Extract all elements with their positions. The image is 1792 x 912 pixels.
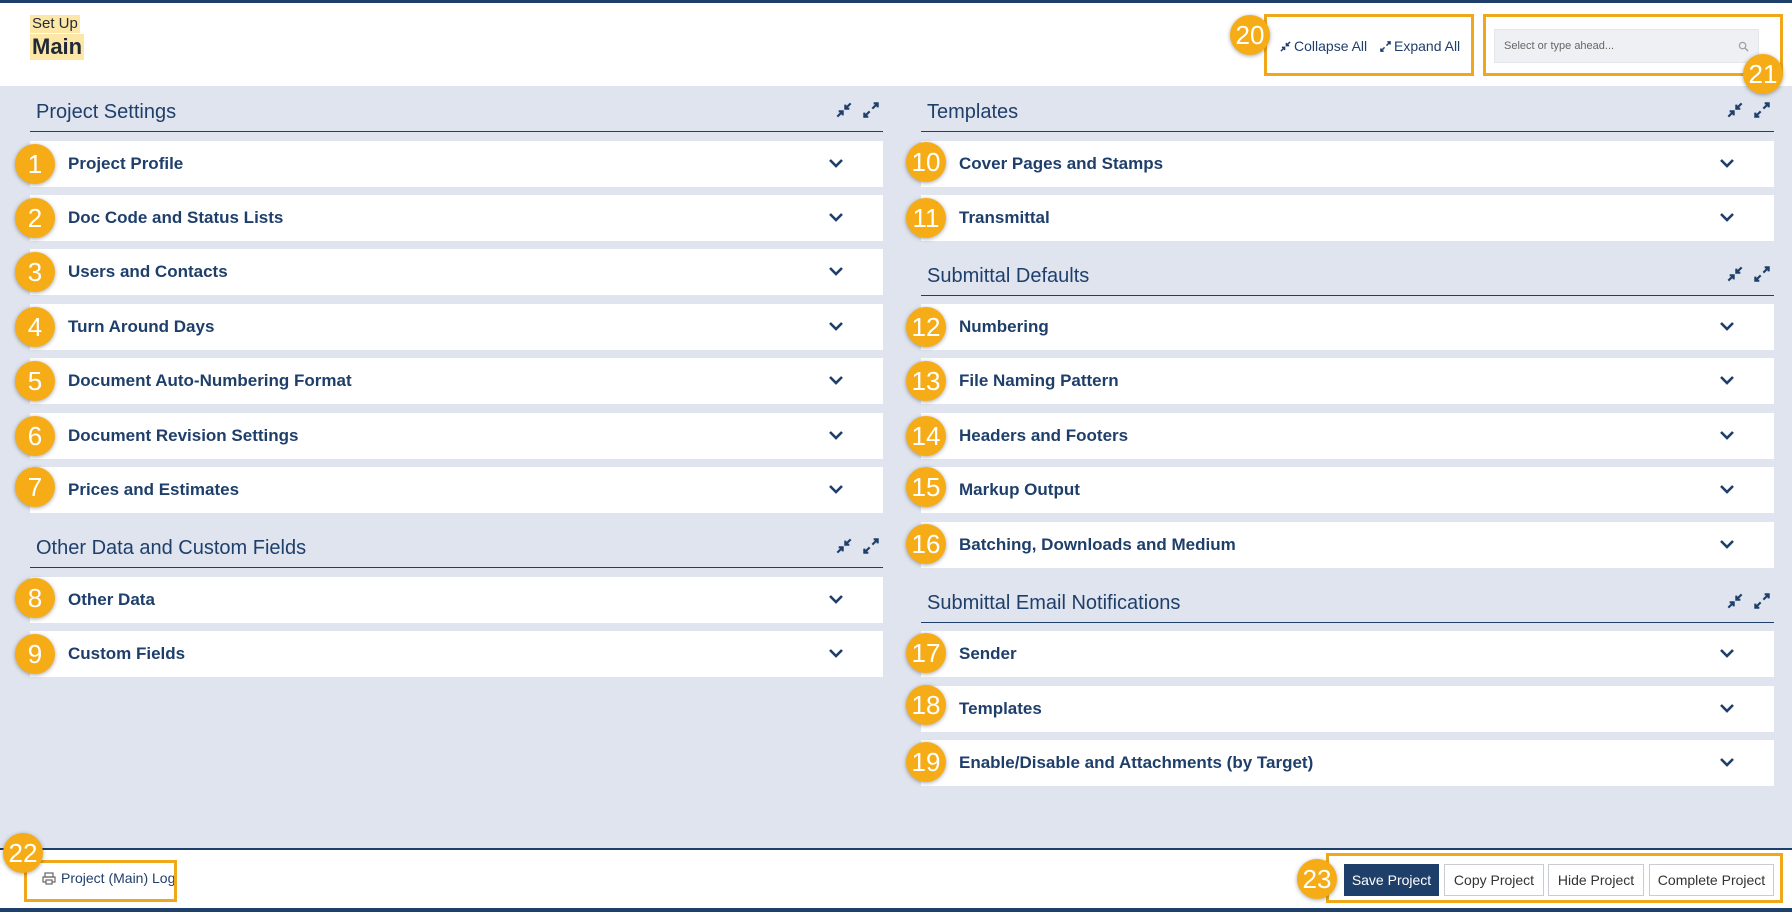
- chevron-down-icon: [828, 593, 844, 605]
- callout-badge-21: 21: [1743, 54, 1783, 94]
- accordion-sender[interactable]: [921, 631, 1774, 677]
- chevron-down-icon: [828, 483, 844, 495]
- section-title: Submittal Defaults: [927, 265, 1090, 287]
- bottom-border: [0, 908, 1792, 912]
- callout-badge-2: 2: [15, 198, 55, 238]
- expand-all-link[interactable]: [1380, 38, 1460, 54]
- accordion-label: Numbering: [959, 317, 1049, 336]
- callout-badge-20: 20: [1230, 15, 1270, 55]
- accordion-other-data[interactable]: [30, 577, 883, 623]
- accordion-label: Headers and Footers: [959, 426, 1129, 445]
- callout-badge-13: 13: [906, 361, 946, 401]
- accordion-label: Other Data: [68, 590, 155, 609]
- section-expand-button[interactable]: [863, 538, 881, 556]
- callout-box-buttons: [1326, 853, 1783, 903]
- collapse-arrows-icon: [1727, 266, 1743, 282]
- chevron-down-icon: [828, 429, 844, 441]
- accordion-label: Sender: [959, 644, 1017, 663]
- accordion-label: Project Profile: [68, 154, 184, 173]
- section-header-submittal-defaults: [921, 252, 1774, 296]
- callout-badge-15: 15: [906, 467, 946, 507]
- section-header-project-settings: [30, 88, 883, 132]
- callout-badge-23: 23: [1297, 859, 1337, 899]
- accordion-label: Transmittal: [959, 208, 1050, 227]
- chevron-down-icon: [1719, 157, 1735, 169]
- collapse-arrows-icon: [1727, 593, 1743, 609]
- accordion-transmittal[interactable]: [921, 195, 1774, 241]
- chevron-down-icon: [1719, 211, 1735, 223]
- accordion-label: Document Revision Settings: [68, 426, 299, 445]
- expand-arrows-icon: [863, 538, 879, 554]
- accordion-file-naming-pattern[interactable]: [921, 358, 1774, 404]
- expand-arrows-icon: [1754, 102, 1770, 118]
- accordion-users-contacts[interactable]: [30, 249, 883, 295]
- callout-badge-6: 6: [15, 416, 55, 456]
- chevron-down-icon: [1719, 320, 1735, 332]
- chevron-down-icon: [828, 374, 844, 386]
- accordion-markup-output[interactable]: [921, 467, 1774, 513]
- accordion-label: Turn Around Days: [68, 317, 215, 336]
- callout-badge-14: 14: [906, 416, 946, 456]
- save-project-button[interactable]: Save Project: [1344, 864, 1439, 896]
- callout-badge-19: 19: [906, 742, 946, 782]
- section-expand-button[interactable]: [1754, 266, 1772, 284]
- chevron-down-icon: [828, 265, 844, 277]
- callout-badge-4: 4: [15, 307, 55, 347]
- accordion-label: Batching, Downloads and Medium: [959, 535, 1236, 554]
- accordion-project-profile[interactable]: [30, 141, 883, 187]
- accordion-label: Templates: [959, 699, 1042, 718]
- breadcrumb[interactable]: Set Up: [32, 15, 78, 32]
- hide-project-button[interactable]: Hide Project: [1548, 864, 1644, 896]
- accordion-label: Users and Contacts: [68, 262, 228, 281]
- collapse-arrows-icon: [1727, 102, 1743, 118]
- accordion-revision-settings[interactable]: [30, 413, 883, 459]
- accordion-enable-disable-attachments[interactable]: [921, 740, 1774, 786]
- section-expand-button[interactable]: [863, 102, 881, 120]
- accordion-doc-code-status-lists[interactable]: [30, 195, 883, 241]
- page-header: [0, 3, 1792, 89]
- section-header-templates: [921, 88, 1774, 132]
- accordion-batching-downloads-medium[interactable]: [921, 522, 1774, 568]
- accordion-label: Custom Fields: [68, 644, 186, 663]
- copy-project-button[interactable]: Copy Project: [1444, 864, 1544, 896]
- accordion-auto-numbering-format[interactable]: [30, 358, 883, 404]
- callout-badge-9: 9: [15, 634, 55, 674]
- collapse-all-label: Collapse All: [1294, 38, 1368, 54]
- expand-arrows-icon: [1754, 266, 1770, 282]
- collapse-arrows-icon: [836, 538, 852, 554]
- chevron-down-icon: [1719, 374, 1735, 386]
- callout-badge-18: 18: [906, 685, 946, 725]
- expand-arrows-icon: [863, 102, 879, 118]
- expand-all-label: Expand All: [1394, 38, 1461, 54]
- section-title: Other Data and Custom Fields: [36, 537, 307, 559]
- chevron-down-icon: [1719, 756, 1735, 768]
- section-title: Templates: [927, 101, 1019, 123]
- accordion-label: Enable/Disable and Attachments (by Target): [959, 753, 1314, 772]
- section-expand-button[interactable]: [1754, 102, 1772, 120]
- collapse-all-link[interactable]: [1280, 38, 1367, 54]
- section-collapse-button[interactable]: [836, 102, 854, 120]
- search-box: [1494, 29, 1759, 63]
- callout-box-log: [24, 860, 177, 902]
- collapse-arrows-icon: [1280, 41, 1291, 52]
- section-expand-button[interactable]: [1754, 593, 1772, 611]
- expand-arrows-icon: [1754, 593, 1770, 609]
- section-collapse-button[interactable]: [1727, 266, 1745, 284]
- accordion-turn-around-days[interactable]: [30, 304, 883, 350]
- chevron-down-icon: [828, 320, 844, 332]
- callout-badge-7: 7: [15, 467, 55, 507]
- page-title: Main: [32, 34, 83, 59]
- accordion-label: Document Auto-Numbering Format: [68, 371, 352, 390]
- chevron-down-icon: [828, 647, 844, 659]
- collapse-arrows-icon: [836, 102, 852, 118]
- search-input[interactable]: [1495, 30, 1731, 62]
- callout-badge-22: 22: [3, 833, 43, 873]
- callout-badge-5: 5: [15, 361, 55, 401]
- callout-badge-1: 1: [15, 144, 55, 184]
- chevron-down-icon: [828, 211, 844, 223]
- chevron-down-icon: [1719, 483, 1735, 495]
- section-collapse-button[interactable]: [1727, 102, 1745, 120]
- complete-project-button[interactable]: Complete Project: [1649, 864, 1774, 896]
- callout-badge-12: 12: [906, 307, 946, 347]
- accordion-label: Cover Pages and Stamps: [959, 154, 1164, 173]
- expand-arrows-icon: [1380, 41, 1391, 52]
- section-title: Submittal Email Notifications: [927, 592, 1181, 614]
- section-collapse-button[interactable]: [836, 538, 854, 556]
- section-title: Project Settings: [36, 101, 177, 123]
- accordion-label: Prices and Estimates: [68, 480, 240, 499]
- chevron-down-icon: [1719, 647, 1735, 659]
- accordion-headers-footers[interactable]: [921, 413, 1774, 459]
- chevron-down-icon: [1719, 538, 1735, 550]
- chevron-down-icon: [828, 157, 844, 169]
- accordion-label: Markup Output: [959, 480, 1080, 499]
- accordion-label: File Naming Pattern: [959, 371, 1119, 390]
- callout-badge-16: 16: [906, 524, 946, 564]
- callout-badge-17: 17: [906, 633, 946, 673]
- accordion-email-templates[interactable]: [921, 686, 1774, 732]
- accordion-custom-fields[interactable]: [30, 631, 883, 677]
- chevron-down-icon: [1719, 429, 1735, 441]
- accordion-label: Doc Code and Status Lists: [68, 208, 284, 227]
- section-header-other-data: [30, 524, 883, 568]
- accordion-numbering[interactable]: [921, 304, 1774, 350]
- accordion-cover-pages-stamps[interactable]: [921, 141, 1774, 187]
- callout-badge-3: 3: [15, 252, 55, 292]
- section-header-email-notifications: [921, 579, 1774, 623]
- accordion-prices-estimates[interactable]: [30, 467, 883, 513]
- callout-badge-11: 11: [906, 198, 946, 238]
- section-collapse-button[interactable]: [1727, 593, 1745, 611]
- callout-badge-10: 10: [906, 142, 946, 182]
- callout-badge-8: 8: [15, 578, 55, 618]
- chevron-down-icon: [1719, 702, 1735, 714]
- search-icon: [1738, 41, 1749, 52]
- project-log-label: Project (Main) Log: [61, 870, 176, 886]
